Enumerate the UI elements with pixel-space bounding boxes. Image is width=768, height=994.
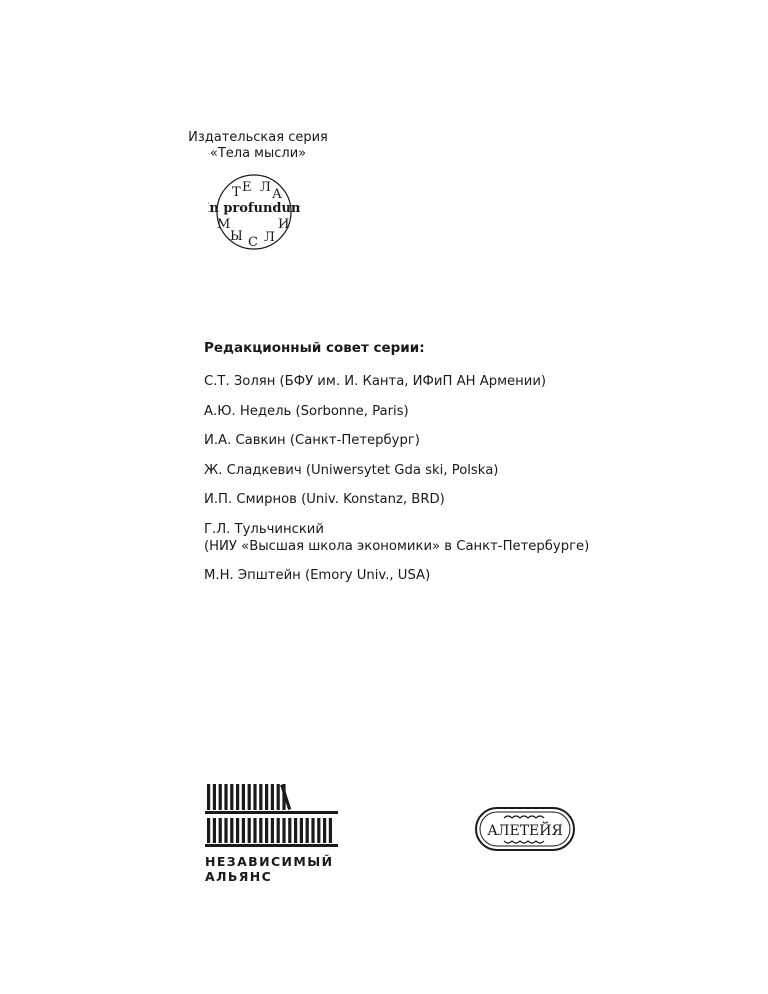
logo-letter: С — [248, 235, 258, 250]
book-spine — [253, 818, 256, 843]
book-spine — [213, 818, 216, 843]
series-logo — [208, 174, 300, 250]
board-member: М.Н. Эпштейн (Emory Univ., USA) — [204, 568, 431, 583]
book-spine — [259, 784, 262, 810]
book-spine — [277, 784, 280, 810]
board-member: А.Ю. Недель (Sorbonne, Paris) — [204, 403, 409, 419]
publisher-name-line: АЛЬЯНС — [205, 869, 273, 884]
book-spine — [219, 784, 222, 810]
book-spine — [213, 784, 216, 810]
book-spine — [248, 784, 251, 810]
board-member: С.Т. Золян (БФУ им. И. Канта, ИФиП АН Армении) — [204, 374, 547, 389]
book-spine — [288, 818, 291, 843]
board-member: Ж. Сладкевич (Uniwersytet Gda ski, Polska) — [204, 462, 499, 478]
book-spine — [253, 784, 256, 810]
aleteia-emblem — [474, 806, 576, 852]
series-heading — [178, 130, 338, 162]
book-spine — [311, 818, 314, 843]
book-spine — [242, 784, 245, 810]
book-spine — [207, 818, 210, 843]
book-spine — [300, 818, 303, 843]
publisher-name — [205, 854, 333, 884]
logo-letter: Л — [260, 180, 271, 195]
book-spine — [236, 818, 239, 843]
publisher-name-line: НЕЗАВИСИМЫЙ — [205, 854, 334, 869]
book-spine — [224, 818, 227, 843]
series-logo-emblem — [208, 174, 300, 250]
board-member: Г.Л. Тульчинский — [204, 521, 324, 537]
logo-letter: Е — [242, 180, 252, 195]
board-title: Редакционный совет серии: — [204, 340, 425, 356]
series-title: «Тела мысли» — [209, 146, 307, 161]
book-spine — [323, 818, 326, 843]
book-spine — [306, 818, 309, 843]
book-spine — [294, 818, 297, 843]
book-spine — [236, 784, 239, 810]
logo-letter: Л — [264, 230, 275, 245]
book-spine — [224, 784, 227, 810]
book-spine — [271, 818, 274, 843]
book-spine — [219, 818, 222, 843]
book-spine — [265, 818, 268, 843]
book-spine — [207, 784, 210, 810]
book-spine — [230, 784, 233, 810]
aleteia-name: АЛЕТЕЙЯ — [487, 823, 563, 839]
series-label: Издательская серия — [188, 130, 328, 145]
logo-letter: Т — [232, 185, 241, 200]
logo-center-text: In profundum — [208, 201, 300, 216]
book-spine — [271, 784, 274, 810]
book-spine — [259, 818, 262, 843]
book-spine — [230, 818, 233, 843]
book-spine — [277, 818, 280, 843]
book-spine — [265, 784, 268, 810]
publisher-logo-aleteia — [474, 806, 576, 852]
bookshelf-icon — [205, 782, 340, 852]
logo-letter: А — [272, 187, 282, 202]
logo-letter: Ы — [230, 229, 243, 244]
book-spine — [280, 784, 291, 810]
board-member: И.А. Савкин (Санкт-Петербург) — [204, 433, 420, 448]
editorial-board — [204, 340, 674, 597]
board-member-affiliation: (НИУ «Высшая школа экономики» в Санкт-Петербурге) — [204, 538, 590, 554]
book-spine — [248, 818, 251, 843]
board-member: И.П. Смирнов (Univ. Konstanz, BRD) — [204, 492, 445, 507]
book-spine — [282, 818, 285, 843]
publisher-logo-independent-alliance — [205, 782, 340, 892]
logo-letter: И — [278, 217, 290, 232]
book-spine — [242, 818, 245, 843]
book-spine — [317, 818, 320, 843]
book-spine — [329, 818, 332, 843]
logo-letter: М — [217, 217, 231, 232]
